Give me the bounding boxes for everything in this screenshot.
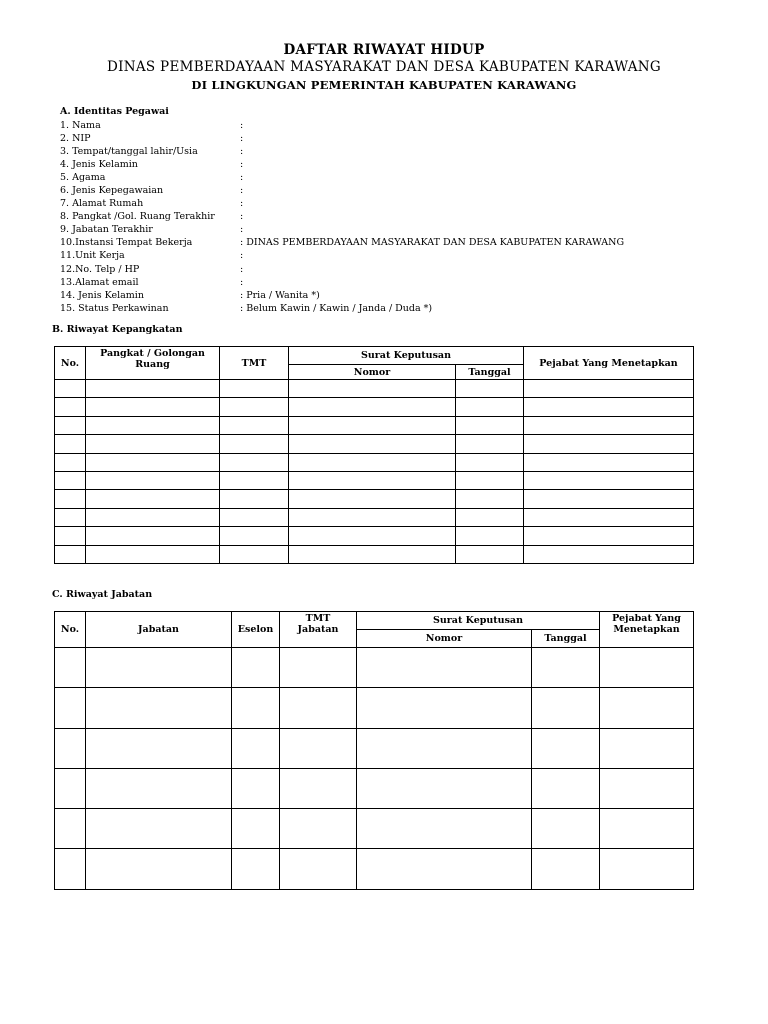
col-header-sk: Surat Keputusan — [357, 612, 600, 630]
field-row — [60, 132, 624, 145]
table-cell[interactable] — [232, 809, 280, 849]
table-row — [55, 809, 694, 849]
field-value[interactable]: : — [240, 198, 244, 210]
field-row — [60, 236, 624, 249]
table-cell[interactable] — [86, 768, 232, 808]
field-value[interactable]: : — [240, 224, 244, 236]
table-cell[interactable] — [289, 453, 456, 471]
table-row — [55, 490, 694, 508]
field-label: 11.Unit Kerja — [60, 250, 125, 262]
table-cell[interactable] — [86, 648, 232, 688]
field-row — [60, 119, 624, 132]
field-row — [60, 263, 624, 276]
table-cell[interactable] — [55, 435, 86, 453]
table-cell[interactable] — [232, 849, 280, 889]
table-row — [55, 380, 694, 398]
table-cell[interactable] — [524, 416, 694, 434]
table-cell[interactable] — [456, 398, 524, 416]
table-row — [55, 527, 694, 545]
col-header-eselon: Eselon — [232, 612, 280, 648]
field-label: 1. Nama — [60, 120, 101, 131]
table-cell[interactable] — [532, 849, 600, 889]
table-cell[interactable] — [524, 453, 694, 471]
field-value[interactable]: : — [240, 146, 244, 158]
table-cell[interactable] — [600, 849, 694, 889]
table-cell[interactable] — [86, 849, 232, 889]
table-cell[interactable] — [532, 648, 600, 688]
table-cell[interactable] — [600, 768, 694, 808]
table-row — [55, 435, 694, 453]
col-header-jabatan: Jabatan — [86, 612, 232, 648]
table-row — [55, 416, 694, 434]
field-value[interactable]: : Belum Kawin / Kawin / Janda / Duda *) — [240, 302, 433, 314]
table-cell[interactable] — [220, 398, 289, 416]
field-label: 6. Jenis Kepegawaian — [60, 185, 164, 197]
table-cell[interactable] — [86, 453, 220, 471]
table-cell[interactable] — [456, 416, 524, 434]
table-row — [55, 471, 694, 489]
table-cell[interactable] — [232, 648, 280, 688]
table-cell[interactable] — [86, 688, 232, 728]
col-header-sk: Surat Keputusan — [289, 347, 524, 365]
rank-history-table — [54, 346, 694, 564]
col-header-pejabat: Pejabat Yang Menetapkan — [600, 612, 694, 648]
table-cell[interactable] — [357, 768, 532, 808]
table-cell[interactable] — [524, 490, 694, 508]
table-cell[interactable] — [524, 435, 694, 453]
table-cell[interactable] — [55, 471, 86, 489]
field-value[interactable]: : — [240, 172, 244, 184]
table-cell[interactable] — [357, 809, 532, 849]
col-header-nomor: Nomor — [357, 630, 532, 648]
document-subtitle-2: DI LINGKUNGAN PEMERINTAH KABUPATEN KARAWANG — [191, 78, 577, 92]
section-b-heading: B. Riwayat Kepangkatan — [52, 324, 183, 335]
table-cell[interactable] — [220, 435, 289, 453]
table-cell[interactable] — [86, 809, 232, 849]
table-cell[interactable] — [289, 471, 456, 489]
field-value[interactable]: : — [240, 211, 244, 223]
table-cell[interactable] — [456, 380, 524, 398]
field-label: 8. Pangkat /Gol. Ruang Terakhir — [60, 211, 215, 223]
col-header-tanggal: Tanggal — [456, 365, 524, 380]
table-cell[interactable] — [55, 380, 86, 398]
field-label: 2. NIP — [60, 133, 91, 145]
field-value[interactable]: : — [240, 133, 244, 145]
document-title: DAFTAR RIWAYAT HIDUP — [283, 42, 485, 58]
field-label: 12.No. Telp / HP — [60, 263, 140, 275]
table-cell[interactable] — [220, 527, 289, 545]
table-cell[interactable] — [55, 398, 86, 416]
col-header-tmt-jabatan: TMT Jabatan — [280, 612, 357, 648]
table-cell[interactable] — [357, 849, 532, 889]
field-row — [60, 223, 624, 236]
table-cell[interactable] — [532, 728, 600, 768]
table-cell[interactable] — [86, 416, 220, 434]
field-row — [60, 171, 624, 184]
document-subtitle: DINAS PEMBERDAYAAN MASYARAKAT DAN DESA KABUPATEN KARAWANG — [107, 59, 661, 75]
table-cell[interactable] — [86, 471, 220, 489]
table-cell[interactable] — [289, 527, 456, 545]
field-value[interactable]: : DINAS PEMBERDAYAAN MASYARAKAT DAN DESA KABUPATEN KARAWANG — [240, 237, 625, 249]
table-cell[interactable] — [289, 380, 456, 398]
table-cell[interactable] — [456, 453, 524, 471]
field-label: 9. Jabatan Terakhir — [60, 224, 153, 236]
table-cell[interactable] — [86, 728, 232, 768]
field-label: 7. Alamat Rumah — [60, 198, 144, 210]
table-cell[interactable] — [55, 416, 86, 434]
section-c-heading: C. Riwayat Jabatan — [52, 589, 153, 600]
field-label: 3. Tempat/tanggal lahir/Usia — [60, 146, 198, 158]
field-row — [60, 158, 624, 171]
table-cell[interactable] — [220, 545, 289, 563]
table-cell[interactable] — [600, 648, 694, 688]
table-cell[interactable] — [280, 809, 357, 849]
field-value[interactable]: : — [240, 276, 244, 288]
col-header-tmt: TMT — [220, 347, 289, 380]
table-cell[interactable] — [86, 545, 220, 563]
table-cell[interactable] — [524, 508, 694, 526]
table-cell[interactable] — [289, 490, 456, 508]
table-row — [55, 648, 694, 688]
table-cell[interactable] — [55, 527, 86, 545]
table-row — [55, 398, 694, 416]
table-cell[interactable] — [55, 688, 86, 728]
table-cell[interactable] — [456, 508, 524, 526]
table-cell[interactable] — [55, 648, 86, 688]
table-cell[interactable] — [600, 809, 694, 849]
field-row — [60, 197, 624, 210]
table-cell[interactable] — [220, 490, 289, 508]
table-cell[interactable] — [86, 398, 220, 416]
table-cell[interactable] — [600, 728, 694, 768]
field-label: 15. Status Perkawinan — [60, 302, 169, 314]
table-cell[interactable] — [280, 648, 357, 688]
table-cell[interactable] — [220, 416, 289, 434]
table-cell[interactable] — [55, 809, 86, 849]
table-row — [55, 545, 694, 563]
table-cell[interactable] — [86, 380, 220, 398]
table-cell[interactable] — [289, 508, 456, 526]
table-cell[interactable] — [289, 416, 456, 434]
table-cell[interactable] — [456, 527, 524, 545]
table-cell[interactable] — [456, 545, 524, 563]
table-cell[interactable] — [532, 768, 600, 808]
table-row — [55, 688, 694, 728]
field-label: 13.Alamat email — [60, 276, 139, 288]
table-cell[interactable] — [55, 453, 86, 471]
table-cell[interactable] — [524, 545, 694, 563]
table-cell[interactable] — [220, 471, 289, 489]
table-cell[interactable] — [357, 688, 532, 728]
col-header-pangkat: Pangkat / Golongan Ruang — [86, 347, 220, 380]
table-row — [55, 768, 694, 808]
col-header-pejabat: Pejabat Yang Menetapkan — [524, 347, 694, 380]
table-cell[interactable] — [232, 688, 280, 728]
table-cell[interactable] — [55, 508, 86, 526]
table-cell[interactable] — [532, 809, 600, 849]
field-value[interactable]: : — [240, 120, 244, 131]
table-cell[interactable] — [532, 688, 600, 728]
identity-fields — [60, 119, 624, 315]
col-header-nomor: Nomor — [289, 365, 456, 380]
table-row — [55, 849, 694, 889]
col-header-no: No. — [55, 612, 86, 648]
table-cell[interactable] — [280, 688, 357, 728]
table-cell[interactable] — [456, 435, 524, 453]
table-cell[interactable] — [86, 508, 220, 526]
field-label: 5. Agama — [60, 172, 106, 184]
table-cell[interactable] — [280, 728, 357, 768]
field-label: 10.Instansi Tempat Bekerja — [60, 237, 193, 249]
field-value[interactable]: : — [240, 263, 244, 275]
table-cell[interactable] — [357, 728, 532, 768]
table-cell[interactable] — [357, 648, 532, 688]
table-cell[interactable] — [289, 398, 456, 416]
table-cell[interactable] — [86, 527, 220, 545]
table-cell[interactable] — [600, 688, 694, 728]
table-row — [55, 728, 694, 768]
position-history-table — [54, 611, 694, 890]
table-cell[interactable] — [55, 728, 86, 768]
section-a-heading: A. Identitas Pegawai — [60, 106, 169, 117]
table-cell[interactable] — [220, 453, 289, 471]
table-cell[interactable] — [55, 490, 86, 508]
table-cell[interactable] — [232, 768, 280, 808]
field-label: 4. Jenis Kelamin — [60, 159, 138, 171]
field-label: 14. Jenis Kelamin — [60, 289, 144, 301]
field-value[interactable]: : — [240, 250, 244, 262]
field-value[interactable]: : — [240, 159, 244, 171]
field-value[interactable]: : Pria / Wanita *) — [240, 289, 320, 301]
table-cell[interactable] — [280, 768, 357, 808]
table-row — [55, 508, 694, 526]
field-row — [60, 184, 624, 197]
field-row — [60, 276, 624, 289]
field-row — [60, 249, 624, 262]
field-row — [60, 302, 624, 315]
table-cell[interactable] — [280, 849, 357, 889]
table-cell[interactable] — [289, 435, 456, 453]
table-cell[interactable] — [220, 508, 289, 526]
table-row — [55, 453, 694, 471]
field-value[interactable]: : — [240, 185, 244, 197]
field-row — [60, 145, 624, 158]
col-header-no: No. — [55, 347, 86, 380]
table-cell[interactable] — [524, 471, 694, 489]
table-cell[interactable] — [55, 545, 86, 563]
table-cell[interactable] — [456, 471, 524, 489]
table-cell[interactable] — [232, 728, 280, 768]
field-row — [60, 289, 624, 302]
table-cell[interactable] — [524, 398, 694, 416]
table-cell[interactable] — [289, 545, 456, 563]
table-cell[interactable] — [456, 490, 524, 508]
table-cell[interactable] — [55, 768, 86, 808]
col-header-tanggal: Tanggal — [532, 630, 600, 648]
table-cell[interactable] — [220, 380, 289, 398]
table-cell[interactable] — [86, 490, 220, 508]
table-cell[interactable] — [55, 849, 86, 889]
table-cell[interactable] — [86, 435, 220, 453]
table-cell[interactable] — [524, 380, 694, 398]
field-row — [60, 210, 624, 223]
table-cell[interactable] — [524, 527, 694, 545]
